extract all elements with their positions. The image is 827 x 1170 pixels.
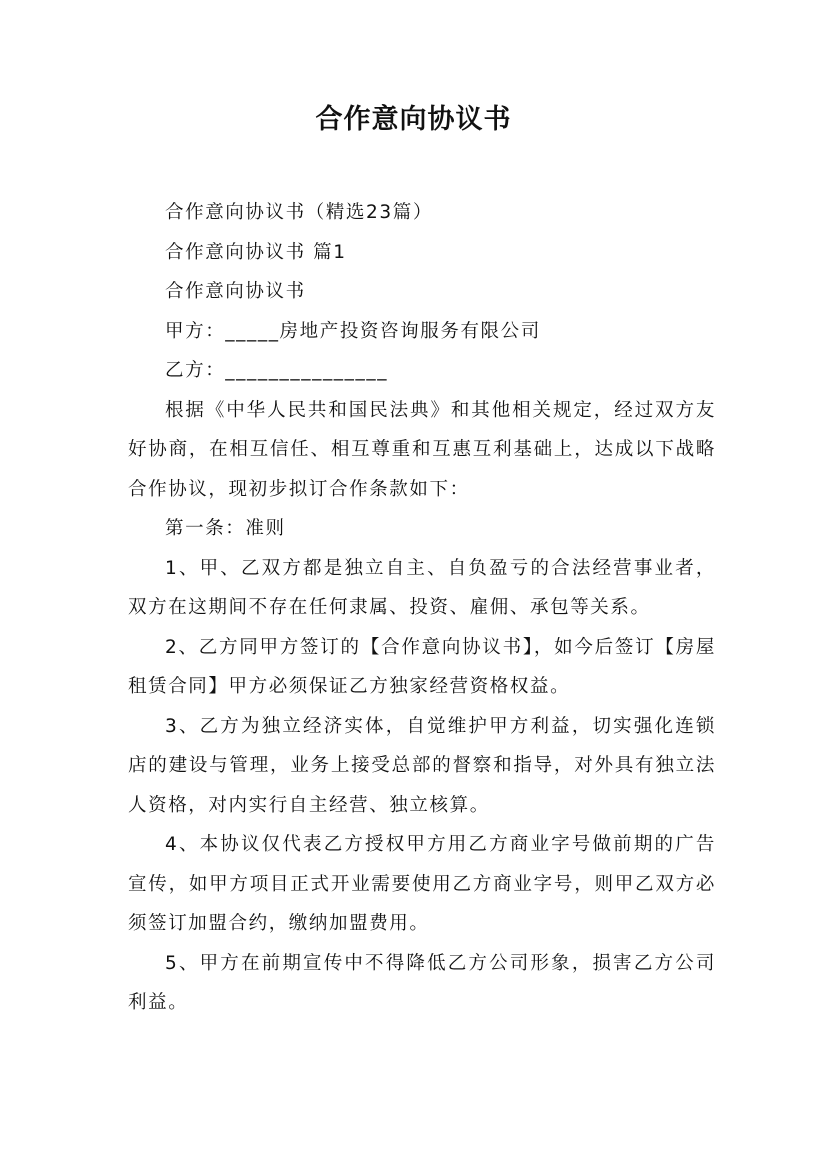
clause-5: 5、甲方在前期宣传中不得降低乙方公司形象，损害乙方公司利益。	[128, 952, 716, 1013]
clause-4: 4、本协议仅代表乙方授权甲方用乙方商业字号做前期的广告宣传，如甲方项目正式开业需要使用乙方商业字号，则甲乙双方必须签订加盟合约，缴纳加盟费用。	[128, 834, 716, 934]
party-b-line: 乙方：_______________	[165, 360, 389, 381]
clause-3: 3、乙方为独立经济实体，自觉维护甲方利益，切实强化连锁店的建设与管理，业务上接受总部的督察和指导，对外具有独立法人资格，对内实行自主经营、独立核算。	[128, 715, 716, 816]
document-title: 合作意向协议书	[315, 104, 512, 135]
article-one-heading: 第一条：准则	[165, 518, 286, 539]
document-body	[128, 193, 716, 1023]
preamble-paragraph: 根据《中华人民共和国民法典》和其他相关规定，经过双方友好协商，在相互信任、相互尊重和互惠互利基础上，达成以下战略合作协议，现初步拟订合作条款如下：	[128, 399, 716, 500]
clause-2: 2、乙方同甲方签订的【合作意向协议书】，如今后签订【房屋租赁合同】甲方必须保证乙方独家经营资格权益。	[128, 636, 716, 697]
agreement-heading: 合作意向协议书	[165, 281, 306, 302]
subtitle-paragraph: 合作意向协议书（精选23篇）	[165, 202, 433, 223]
party-a-line: 甲方：_____房地产投资咨询服务有限公司	[165, 320, 541, 342]
clause-1: 1、甲、乙双方都是独立自主、自负盈亏的合法经营事业者，双方在这期间不存在任何隶属、投资、雇佣、承包等关系。	[128, 557, 716, 618]
section-heading: 合作意向协议书 篇1	[165, 241, 347, 263]
